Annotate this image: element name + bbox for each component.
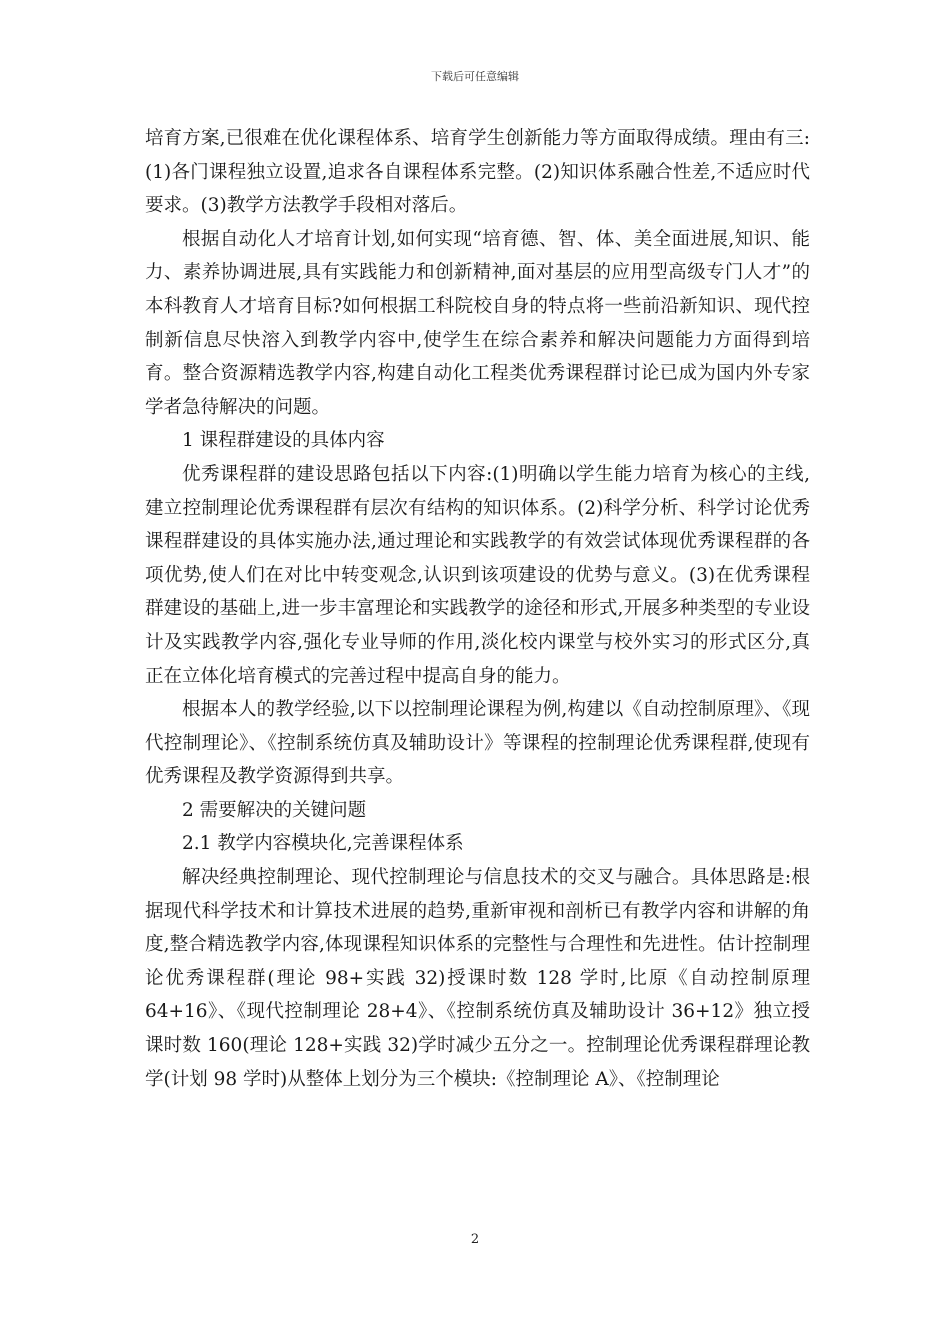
section-heading-2: 2 需要解决的关键问题	[182, 799, 367, 821]
download-note: 下载后可任意编辑	[431, 70, 519, 83]
section-heading-1: 1 课程群建设的具体内容	[182, 430, 385, 452]
paragraph-course-group-example: 根据本人的教学经验,以下以控制理论课程为例,构建以《自动控制原理》、《现代控制理论》、《控制系统仿真及辅助设计》等课程的控制理论优秀课程群,使现有优秀课程及教学资源得到共享。	[145, 699, 810, 788]
paragraph-modularization: 解决经典控制理论、现代控制理论与信息技术的交叉与融合。具体思路是:根据现代科学技术和计算技术进展的趋势,重新审视和剖析已有教学内容和讲解的角度,整合精选教学内容,体现课程知识体系的完整性与合理性和先进性。估计控制理论优秀课程群(理论 98+实践 32)授课时数 128 学时,比原《自动控制原理 64+16》、《现代控制理论 28+4》、《控制系统仿真及辅助设计 36+12》独立授课时数 160(理论 128+实践 32)学时减少五分之一。控制理论优秀课程群理论教学(计划 98 学时)从整体上划分为三个模块:《控制理论 A》、《控制理论	[145, 867, 810, 1090]
paragraph-training-goals: 根据自动化人才培育计划,如何实现“培育德、智、体、美全面进展,知识、能力、素养协调进展,具有实践能力和创新精神,面对基层的应用型高级专门人才”的本科教育人才培育目标?如何根据工科院校自身的特点将一些前沿新知识、现代控制新信息尽快溶入到教学内容中,使学生在综合素养和解决问题能力方面得到培育。整合资源精选教学内容,构建自动化工程类优秀课程群讨论已成为国内外专家学者急待解决的问题。	[145, 228, 810, 418]
paragraph-continuation: 培育方案,已很难在优化课程体系、培育学生创新能力等方面取得成绩。理由有三:(1)各门课程独立设置,追求各自课程体系完整。(2)知识体系融合性差,不适应时代要求。(3)教学方法教学手段相对落后。	[145, 128, 810, 217]
document-body	[145, 122, 810, 1096]
page-number: 2	[470, 1232, 480, 1247]
paragraph-construction-ideas: 优秀课程群的建设思路包括以下内容:(1)明确以学生能力培育为核心的主线,建立控制理论优秀课程群有层次有结构的知识体系。(2)科学分析、科学讨论优秀课程群建设的具体实施办法,通过理论和实践教学的有效尝试体现优秀课程群的各项优势,使人们在对比中转变观念,认识到该项建设的优势与意义。(3)在优秀课程群建设的基础上,进一步丰富理论和实践教学的途径和形式,开展多种类型的专业设计及实践教学内容,强化专业导师的作用,淡化校内课堂与校外实习的形式区分,真正在立体化培育模式的完善过程中提高自身的能力。	[145, 463, 810, 687]
subsection-heading-2-1: 2.1 教学内容模块化,完善课程体系	[182, 833, 464, 855]
